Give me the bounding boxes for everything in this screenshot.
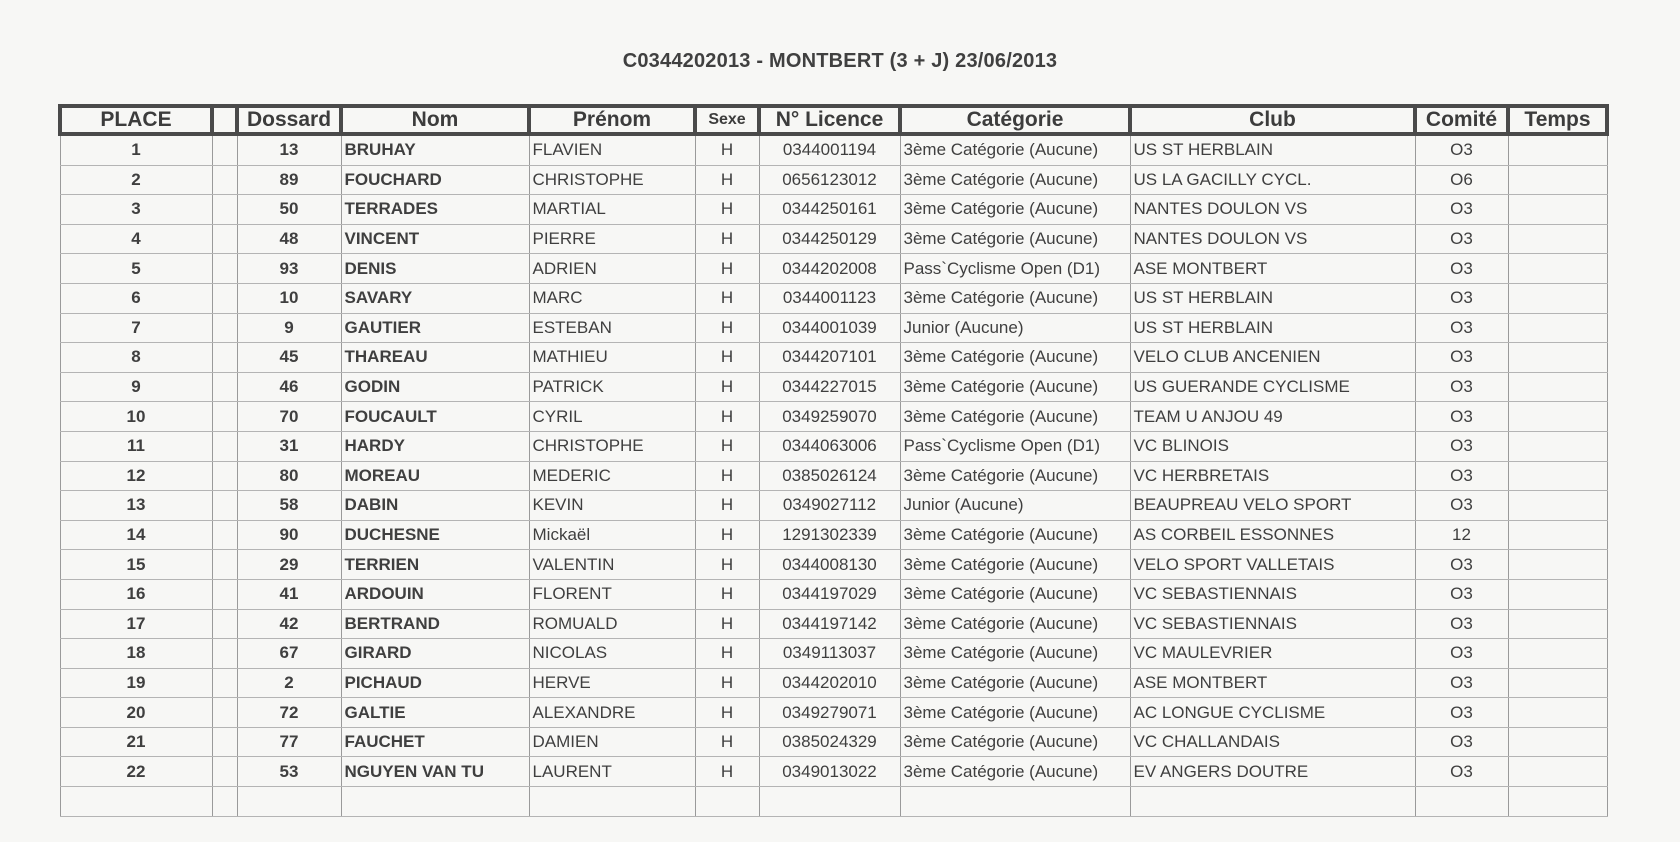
cell-club: EV ANGERS DOUTRE — [1130, 757, 1415, 787]
table-row — [60, 165, 1607, 195]
cell-temps — [1508, 727, 1607, 757]
cell-dossard: 89 — [237, 165, 341, 195]
cell-categorie: 3ème Catégorie (Aucune) — [900, 639, 1130, 669]
cell-dossard: 13 — [237, 134, 341, 165]
table-row — [60, 134, 1607, 165]
cell-blank — [212, 283, 237, 313]
cell-dossard: 77 — [237, 727, 341, 757]
cell-prenom: NICOLAS — [529, 639, 695, 669]
cell-temps — [1508, 579, 1607, 609]
cell-prenom: MARTIAL — [529, 195, 695, 225]
table-row — [60, 461, 1607, 491]
document-title: C0344202013 - MONTBERT (3 + J) 23/06/2013 — [622, 50, 1058, 72]
cell-blank — [212, 579, 237, 609]
cell-nom: TERRADES — [341, 195, 529, 225]
cell-temps — [1508, 520, 1607, 550]
cell-temps — [1508, 343, 1607, 373]
cell-licence: 0349013022 — [759, 757, 900, 787]
cell-dossard: 42 — [237, 609, 341, 639]
cell-comite: O3 — [1415, 343, 1508, 373]
cell-dossard: 46 — [237, 372, 341, 402]
cell-club: VC HERBRETAIS — [1130, 461, 1415, 491]
table-row — [60, 579, 1607, 609]
cell-dossard: 10 — [237, 283, 341, 313]
cell-place: 19 — [60, 668, 212, 698]
cell-blank — [212, 461, 237, 491]
cell-comite: O3 — [1415, 431, 1508, 461]
cell-sexe: H — [695, 698, 759, 728]
cell-temps — [1508, 698, 1607, 728]
cell-comite: O3 — [1415, 254, 1508, 284]
cell-club: AC LONGUE CYCLISME — [1130, 698, 1415, 728]
cell-sexe: H — [695, 372, 759, 402]
cell-categorie: 3ème Catégorie (Aucune) — [900, 609, 1130, 639]
cell-licence: 0344202008 — [759, 254, 900, 284]
cell-categorie: 3ème Catégorie (Aucune) — [900, 224, 1130, 254]
cell-temps — [1508, 757, 1607, 787]
cell-club: NANTES DOULON VS — [1130, 195, 1415, 225]
cell-licence: 0385026124 — [759, 461, 900, 491]
table-row — [60, 787, 1607, 817]
cell-temps — [1508, 491, 1607, 521]
cell-comite: 12 — [1415, 520, 1508, 550]
cell-nom: GAUTIER — [341, 313, 529, 343]
cell-licence: 0344008130 — [759, 550, 900, 580]
cell-temps — [1508, 609, 1607, 639]
cell-nom: TERRIEN — [341, 550, 529, 580]
cell-sexe: H — [695, 254, 759, 284]
cell-prenom: ALEXANDRE — [529, 698, 695, 728]
cell-club: US ST HERBLAIN — [1130, 134, 1415, 165]
cell-sexe: H — [695, 727, 759, 757]
table-row — [60, 491, 1607, 521]
col-header-prenom: Prénom — [529, 106, 695, 134]
cell-nom: PICHAUD — [341, 668, 529, 698]
cell-dossard: 48 — [237, 224, 341, 254]
cell-temps — [1508, 165, 1607, 195]
cell-dossard: 29 — [237, 550, 341, 580]
col-header-dossard: Dossard — [237, 106, 341, 134]
cell-sexe: H — [695, 668, 759, 698]
cell-blank — [212, 787, 237, 817]
cell-licence: 0349027112 — [759, 491, 900, 521]
cell-nom: HARDY — [341, 431, 529, 461]
cell-blank — [212, 520, 237, 550]
cell-prenom: CHRISTOPHE — [529, 431, 695, 461]
cell-temps — [1508, 550, 1607, 580]
cell-comite: O3 — [1415, 757, 1508, 787]
cell-prenom: PATRICK — [529, 372, 695, 402]
cell-blank — [212, 402, 237, 432]
table-row — [60, 431, 1607, 461]
cell-prenom: ROMUALD — [529, 609, 695, 639]
cell-place: 13 — [60, 491, 212, 521]
cell-place: 15 — [60, 550, 212, 580]
cell-nom — [341, 787, 529, 817]
cell-blank — [212, 757, 237, 787]
table-row — [60, 254, 1607, 284]
cell-licence: 0344250129 — [759, 224, 900, 254]
cell-place: 10 — [60, 402, 212, 432]
cell-blank — [212, 639, 237, 669]
cell-prenom: MATHIEU — [529, 343, 695, 373]
table-row — [60, 372, 1607, 402]
cell-club: US ST HERBLAIN — [1130, 283, 1415, 313]
cell-prenom: KEVIN — [529, 491, 695, 521]
cell-place: 1 — [60, 134, 212, 165]
table-row — [60, 343, 1607, 373]
cell-sexe: H — [695, 639, 759, 669]
table-row — [60, 520, 1607, 550]
cell-temps — [1508, 195, 1607, 225]
cell-licence: 0344001039 — [759, 313, 900, 343]
cell-prenom — [529, 787, 695, 817]
cell-categorie: 3ème Catégorie (Aucune) — [900, 165, 1130, 195]
table-row — [60, 698, 1607, 728]
cell-sexe: H — [695, 195, 759, 225]
cell-prenom: CHRISTOPHE — [529, 165, 695, 195]
cell-blank — [212, 491, 237, 521]
cell-club: US GUERANDE CYCLISME — [1130, 372, 1415, 402]
cell-nom: NGUYEN VAN TU — [341, 757, 529, 787]
table-row — [60, 550, 1607, 580]
cell-blank — [212, 550, 237, 580]
cell-categorie: Pass`Cyclisme Open (D1) — [900, 254, 1130, 284]
cell-prenom: PIERRE — [529, 224, 695, 254]
cell-categorie: 3ème Catégorie (Aucune) — [900, 550, 1130, 580]
cell-prenom: FLORENT — [529, 579, 695, 609]
cell-blank — [212, 195, 237, 225]
cell-blank — [212, 165, 237, 195]
cell-sexe: H — [695, 224, 759, 254]
cell-place: 9 — [60, 372, 212, 402]
cell-blank — [212, 668, 237, 698]
cell-blank — [212, 254, 237, 284]
cell-nom: GALTIE — [341, 698, 529, 728]
cell-sexe: H — [695, 343, 759, 373]
cell-club: US ST HERBLAIN — [1130, 313, 1415, 343]
cell-temps — [1508, 639, 1607, 669]
cell-prenom: Mickaël — [529, 520, 695, 550]
cell-dossard: 72 — [237, 698, 341, 728]
cell-club: VC MAULEVRIER — [1130, 639, 1415, 669]
table-row — [60, 727, 1607, 757]
cell-comite: O3 — [1415, 639, 1508, 669]
cell-dossard: 93 — [237, 254, 341, 284]
cell-comite: O3 — [1415, 372, 1508, 402]
cell-comite: O3 — [1415, 491, 1508, 521]
cell-comite: O3 — [1415, 461, 1508, 491]
col-header-sexe: Sexe — [695, 106, 759, 134]
cell-nom: FAUCHET — [341, 727, 529, 757]
cell-temps — [1508, 402, 1607, 432]
cell-sexe: H — [695, 609, 759, 639]
cell-dossard: 80 — [237, 461, 341, 491]
cell-nom: FOUCAULT — [341, 402, 529, 432]
cell-prenom: HERVE — [529, 668, 695, 698]
results-body — [60, 134, 1607, 816]
cell-categorie: 3ème Catégorie (Aucune) — [900, 520, 1130, 550]
cell-place: 18 — [60, 639, 212, 669]
table-row — [60, 224, 1607, 254]
cell-temps — [1508, 431, 1607, 461]
cell-dossard: 2 — [237, 668, 341, 698]
cell-sexe: H — [695, 491, 759, 521]
cell-place: 17 — [60, 609, 212, 639]
cell-licence — [759, 787, 900, 817]
cell-licence: 0344063006 — [759, 431, 900, 461]
cell-temps — [1508, 668, 1607, 698]
cell-prenom: VALENTIN — [529, 550, 695, 580]
cell-nom: GIRARD — [341, 639, 529, 669]
cell-categorie: 3ème Catégorie (Aucune) — [900, 579, 1130, 609]
cell-comite: O3 — [1415, 550, 1508, 580]
cell-comite: O3 — [1415, 134, 1508, 165]
cell-licence: 0344001123 — [759, 283, 900, 313]
cell-place: 4 — [60, 224, 212, 254]
cell-place: 8 — [60, 343, 212, 373]
cell-blank — [212, 698, 237, 728]
cell-licence: 0385024329 — [759, 727, 900, 757]
cell-categorie: 3ème Catégorie (Aucune) — [900, 402, 1130, 432]
table-row — [60, 639, 1607, 669]
cell-club: VC SEBASTIENNAIS — [1130, 609, 1415, 639]
cell-dossard: 70 — [237, 402, 341, 432]
table-row — [60, 402, 1607, 432]
cell-comite: O3 — [1415, 313, 1508, 343]
cell-sexe: H — [695, 313, 759, 343]
cell-temps — [1508, 313, 1607, 343]
cell-club: TEAM U ANJOU 49 — [1130, 402, 1415, 432]
cell-licence: 0344202010 — [759, 668, 900, 698]
cell-nom: DENIS — [341, 254, 529, 284]
cell-sexe: H — [695, 165, 759, 195]
cell-blank — [212, 727, 237, 757]
cell-club: ASE MONTBERT — [1130, 668, 1415, 698]
cell-sexe: H — [695, 134, 759, 165]
cell-club: ASE MONTBERT — [1130, 254, 1415, 284]
cell-club: VC CHALLANDAIS — [1130, 727, 1415, 757]
results-table — [58, 104, 1609, 817]
cell-licence: 0349279071 — [759, 698, 900, 728]
cell-comite: O3 — [1415, 668, 1508, 698]
col-header-place: PLACE — [60, 106, 212, 134]
cell-licence: 0349113037 — [759, 639, 900, 669]
cell-licence: 0656123012 — [759, 165, 900, 195]
cell-place: 2 — [60, 165, 212, 195]
col-header-blank — [212, 106, 237, 134]
cell-prenom: MARC — [529, 283, 695, 313]
cell-dossard: 41 — [237, 579, 341, 609]
table-row — [60, 195, 1607, 225]
cell-club: VC SEBASTIENNAIS — [1130, 579, 1415, 609]
cell-prenom: CYRIL — [529, 402, 695, 432]
cell-sexe: H — [695, 461, 759, 491]
col-header-club: Club — [1130, 106, 1415, 134]
cell-prenom: LAURENT — [529, 757, 695, 787]
cell-temps — [1508, 787, 1607, 817]
cell-categorie: 3ème Catégorie (Aucune) — [900, 195, 1130, 225]
table-row — [60, 668, 1607, 698]
cell-dossard — [237, 787, 341, 817]
cell-blank — [212, 372, 237, 402]
table-row — [60, 757, 1607, 787]
cell-categorie: 3ème Catégorie (Aucune) — [900, 757, 1130, 787]
cell-sexe — [695, 787, 759, 817]
cell-licence: 0349259070 — [759, 402, 900, 432]
cell-dossard: 31 — [237, 431, 341, 461]
cell-dossard: 58 — [237, 491, 341, 521]
cell-dossard: 45 — [237, 343, 341, 373]
cell-club: VC BLINOIS — [1130, 431, 1415, 461]
cell-prenom: ESTEBAN — [529, 313, 695, 343]
cell-nom: FOUCHARD — [341, 165, 529, 195]
cell-categorie: 3ème Catégorie (Aucune) — [900, 134, 1130, 165]
cell-place: 14 — [60, 520, 212, 550]
cell-sexe: H — [695, 550, 759, 580]
cell-categorie: 3ème Catégorie (Aucune) — [900, 283, 1130, 313]
cell-comite: O3 — [1415, 727, 1508, 757]
cell-licence: 0344250161 — [759, 195, 900, 225]
cell-comite: O3 — [1415, 224, 1508, 254]
cell-comite: O3 — [1415, 195, 1508, 225]
cell-licence: 0344197029 — [759, 579, 900, 609]
cell-prenom: ADRIEN — [529, 254, 695, 284]
cell-temps — [1508, 283, 1607, 313]
cell-place: 5 — [60, 254, 212, 284]
cell-categorie: Pass`Cyclisme Open (D1) — [900, 431, 1130, 461]
cell-nom: BRUHAY — [341, 134, 529, 165]
cell-nom: ARDOUIN — [341, 579, 529, 609]
table-row — [60, 313, 1607, 343]
cell-dossard: 50 — [237, 195, 341, 225]
cell-categorie: 3ème Catégorie (Aucune) — [900, 372, 1130, 402]
cell-blank — [212, 609, 237, 639]
cell-nom: BERTRAND — [341, 609, 529, 639]
col-header-temps: Temps — [1508, 106, 1607, 134]
cell-licence: 0344197142 — [759, 609, 900, 639]
cell-blank — [212, 134, 237, 165]
cell-categorie: 3ème Catégorie (Aucune) — [900, 461, 1130, 491]
cell-place: 21 — [60, 727, 212, 757]
cell-blank — [212, 431, 237, 461]
cell-licence: 0344001194 — [759, 134, 900, 165]
cell-place: 16 — [60, 579, 212, 609]
cell-comite: O3 — [1415, 698, 1508, 728]
cell-club: AS CORBEIL ESSONNES — [1130, 520, 1415, 550]
cell-place: 12 — [60, 461, 212, 491]
cell-prenom: DAMIEN — [529, 727, 695, 757]
cell-club: BEAUPREAU VELO SPORT — [1130, 491, 1415, 521]
col-header-nom: Nom — [341, 106, 529, 134]
cell-blank — [212, 343, 237, 373]
cell-sexe: H — [695, 579, 759, 609]
cell-club: VELO SPORT VALLETAIS — [1130, 550, 1415, 580]
cell-place: 20 — [60, 698, 212, 728]
cell-temps — [1508, 224, 1607, 254]
cell-dossard: 53 — [237, 757, 341, 787]
cell-nom: GODIN — [341, 372, 529, 402]
cell-temps — [1508, 134, 1607, 165]
col-header-categorie: Catégorie — [900, 106, 1130, 134]
cell-place: 7 — [60, 313, 212, 343]
cell-temps — [1508, 254, 1607, 284]
cell-categorie: 3ème Catégorie (Aucune) — [900, 343, 1130, 373]
cell-categorie: 3ème Catégorie (Aucune) — [900, 727, 1130, 757]
header-row — [60, 106, 1607, 134]
cell-club — [1130, 787, 1415, 817]
cell-sexe: H — [695, 402, 759, 432]
cell-sexe: H — [695, 520, 759, 550]
cell-prenom: MEDERIC — [529, 461, 695, 491]
cell-sexe: H — [695, 431, 759, 461]
table-row — [60, 283, 1607, 313]
cell-categorie — [900, 787, 1130, 817]
cell-dossard: 67 — [237, 639, 341, 669]
cell-comite: O6 — [1415, 165, 1508, 195]
cell-place: 22 — [60, 757, 212, 787]
col-header-licence: N° Licence — [759, 106, 900, 134]
cell-comite: O3 — [1415, 402, 1508, 432]
cell-blank — [212, 224, 237, 254]
cell-nom: DUCHESNE — [341, 520, 529, 550]
cell-categorie: Junior (Aucune) — [900, 491, 1130, 521]
cell-club: NANTES DOULON VS — [1130, 224, 1415, 254]
cell-place: 11 — [60, 431, 212, 461]
cell-club: VELO CLUB ANCENIEN — [1130, 343, 1415, 373]
cell-categorie: 3ème Catégorie (Aucune) — [900, 698, 1130, 728]
cell-licence: 0344207101 — [759, 343, 900, 373]
cell-sexe: H — [695, 283, 759, 313]
cell-categorie: 3ème Catégorie (Aucune) — [900, 668, 1130, 698]
cell-place — [60, 787, 212, 817]
cell-temps — [1508, 372, 1607, 402]
cell-dossard: 90 — [237, 520, 341, 550]
cell-comite: O3 — [1415, 283, 1508, 313]
cell-nom: DABIN — [341, 491, 529, 521]
cell-prenom: FLAVIEN — [529, 134, 695, 165]
cell-comite: O3 — [1415, 609, 1508, 639]
cell-nom: SAVARY — [341, 283, 529, 313]
cell-nom: VINCENT — [341, 224, 529, 254]
cell-temps — [1508, 461, 1607, 491]
col-header-comite: Comité — [1415, 106, 1508, 134]
cell-blank — [212, 313, 237, 343]
cell-comite: O3 — [1415, 579, 1508, 609]
cell-dossard: 9 — [237, 313, 341, 343]
cell-nom: MOREAU — [341, 461, 529, 491]
cell-place: 6 — [60, 283, 212, 313]
cell-licence: 0344227015 — [759, 372, 900, 402]
cell-nom: THAREAU — [341, 343, 529, 373]
cell-club: US LA GACILLY CYCL. — [1130, 165, 1415, 195]
cell-sexe: H — [695, 757, 759, 787]
cell-place: 3 — [60, 195, 212, 225]
cell-licence: 1291302339 — [759, 520, 900, 550]
cell-categorie: Junior (Aucune) — [900, 313, 1130, 343]
cell-comite — [1415, 787, 1508, 817]
table-row — [60, 609, 1607, 639]
